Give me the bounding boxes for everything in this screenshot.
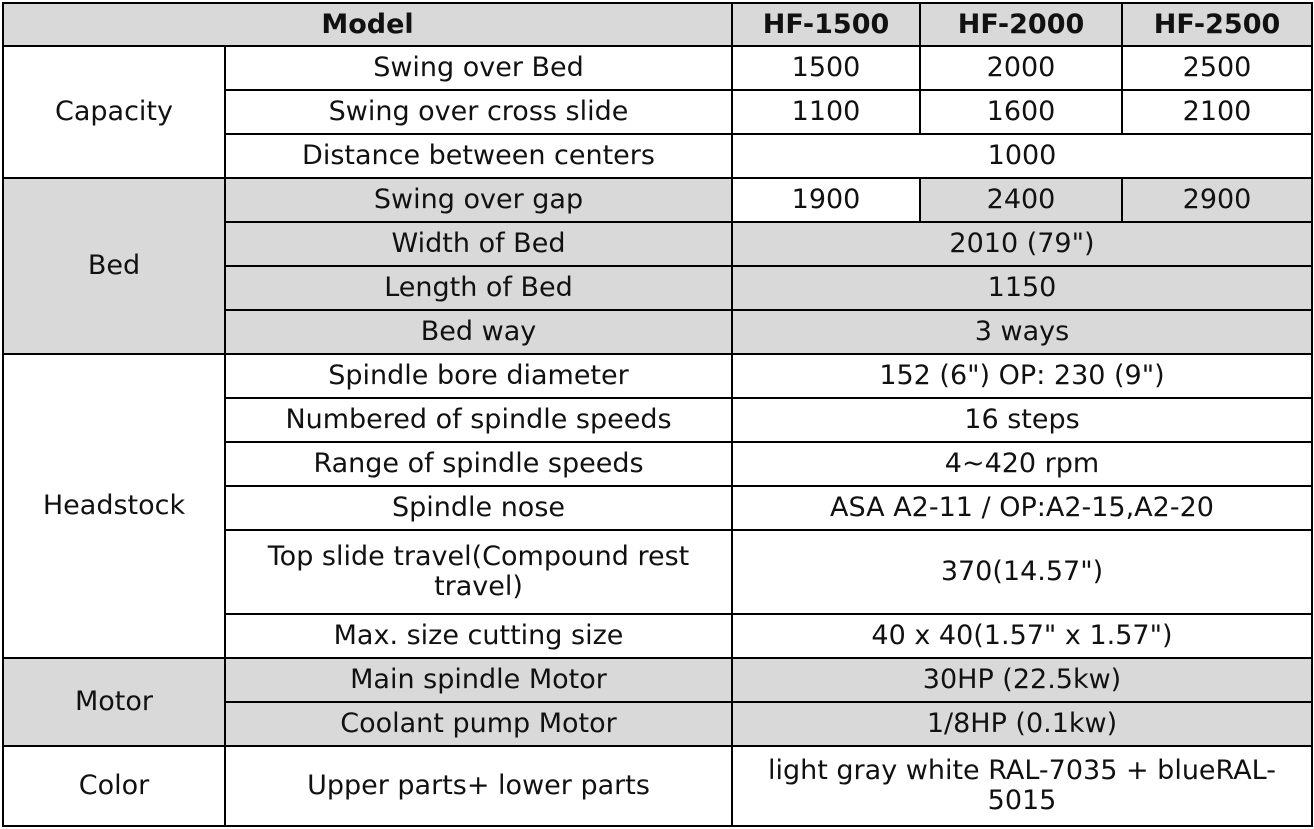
row-label: Max. size cutting size	[225, 614, 732, 658]
cell-value: 370(14.57")	[732, 530, 1312, 614]
row-label: Main spindle Motor	[225, 658, 732, 702]
row-label: Range of spindle speeds	[225, 442, 732, 486]
group-bed: Bed	[3, 178, 225, 354]
table-row	[3, 46, 1312, 90]
row-label: Upper parts+ lower parts	[225, 746, 732, 826]
model-header: Model	[3, 3, 732, 46]
cell-value: 4~420 rpm	[732, 442, 1312, 486]
row-label: Width of Bed	[225, 222, 732, 266]
table-row	[3, 746, 1312, 826]
group-headstock: Headstock	[3, 354, 225, 658]
model-hf-2500: HF-2500	[1122, 3, 1312, 46]
group-motor: Motor	[3, 658, 225, 746]
header-row	[3, 3, 1312, 46]
cell-value: ASA A2-11 / OP:A2-15,A2-20	[732, 486, 1312, 530]
cell-value: 2500	[1122, 46, 1312, 90]
cell-value: 3 ways	[732, 310, 1312, 354]
row-label: Spindle bore diameter	[225, 354, 732, 398]
cell-value: 1900	[732, 178, 920, 222]
cell-value: 1100	[732, 90, 920, 134]
spec-table	[2, 2, 1313, 827]
cell-value: 1150	[732, 266, 1312, 310]
group-capacity: Capacity	[3, 46, 225, 178]
table-row	[3, 354, 1312, 398]
model-hf-1500: HF-1500	[732, 3, 920, 46]
row-label: Numbered of spindle speeds	[225, 398, 732, 442]
row-label: Swing over cross slide	[225, 90, 732, 134]
cell-value: 152 (6") OP: 230 (9")	[732, 354, 1312, 398]
row-label: Spindle nose	[225, 486, 732, 530]
row-label: Swing over gap	[225, 178, 732, 222]
row-label: Distance between centers	[225, 134, 732, 178]
row-label: Bed way	[225, 310, 732, 354]
cell-value: 2010 (79")	[732, 222, 1312, 266]
cell-value: 2000	[920, 46, 1122, 90]
row-label: Coolant pump Motor	[225, 702, 732, 746]
table-row	[3, 658, 1312, 702]
model-hf-2000: HF-2000	[920, 3, 1122, 46]
cell-value: 1600	[920, 90, 1122, 134]
cell-value: 2400	[920, 178, 1122, 222]
cell-value: 1000	[732, 134, 1312, 178]
group-color: Color	[3, 746, 225, 826]
cell-value: 1/8HP (0.1kw)	[732, 702, 1312, 746]
cell-value: 30HP (22.5kw)	[732, 658, 1312, 702]
row-label: Top slide travel(Compound rest travel)	[225, 530, 732, 614]
row-label: Length of Bed	[225, 266, 732, 310]
cell-value: 2900	[1122, 178, 1312, 222]
cell-value: 16 steps	[732, 398, 1312, 442]
cell-value: light gray white RAL-7035 + blueRAL-5015	[732, 746, 1312, 826]
cell-value: 40 x 40(1.57" x 1.57")	[732, 614, 1312, 658]
table-row	[3, 178, 1312, 222]
row-label: Swing over Bed	[225, 46, 732, 90]
cell-value: 1500	[732, 46, 920, 90]
cell-value: 2100	[1122, 90, 1312, 134]
